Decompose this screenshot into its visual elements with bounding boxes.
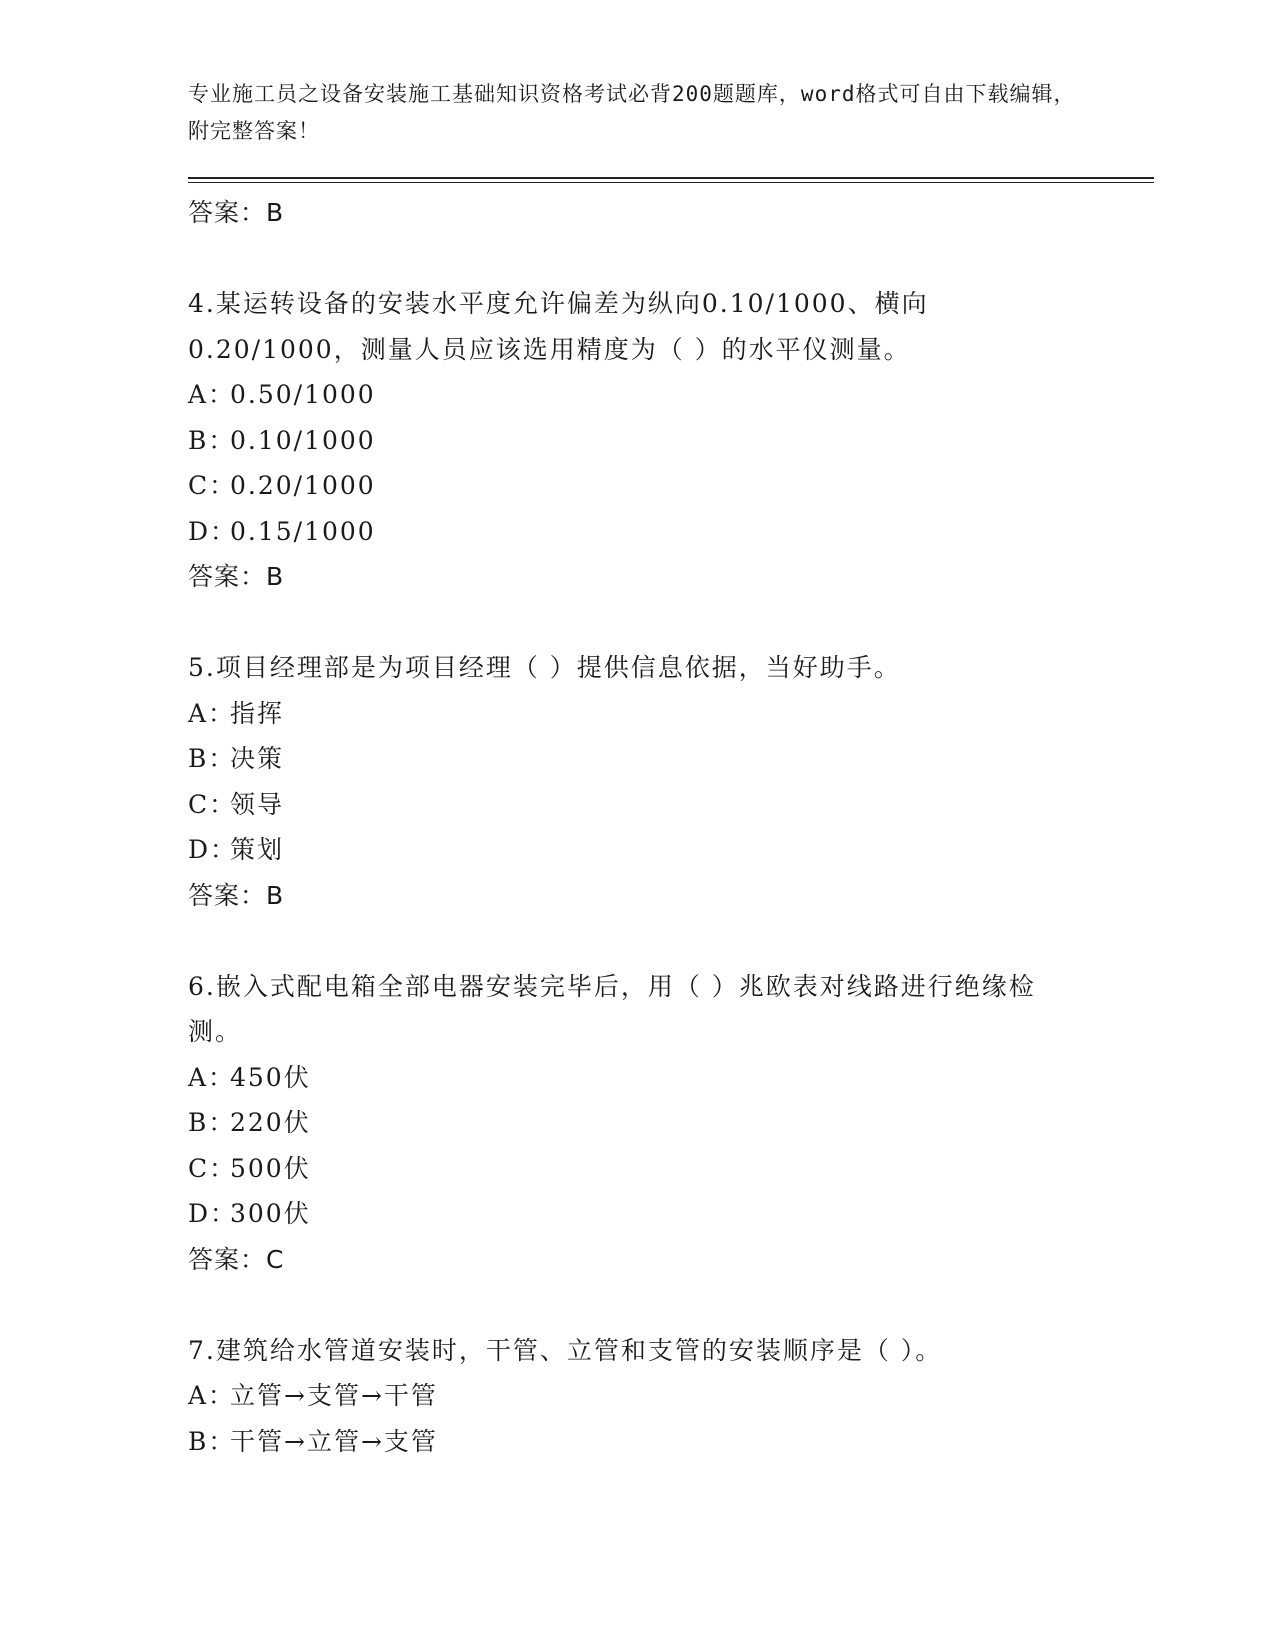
option-b [188,418,1148,464]
option-value: 0.20/1000 [230,471,376,500]
option-value: 220伏 [230,1108,311,1137]
option-value: 0.50/1000 [230,380,376,409]
option-key: A： [188,380,236,409]
option-c [188,782,1148,828]
option-value: 0.10/1000 [230,425,376,455]
option-value: 立管→支管→干管 [230,1381,438,1410]
question-text: 4.某运转设备的安装水平度允许偏差为纵向0.10/1000、横向0.20/1000，测量人员应该选用精度为（ ）的水平仪测量。 [188,289,929,364]
question-6 [188,964,1148,1282]
option-d [188,509,1148,555]
option-a [188,691,1148,737]
option-value: 决策 [230,744,285,773]
option-value: 500伏 [230,1153,311,1183]
option-value: 干管→立管→支管 [230,1426,438,1456]
option-key: C： [188,471,237,500]
option-value: 策划 [230,835,285,864]
option-b [188,1419,1148,1465]
answer-prev: 答案：B [188,198,285,227]
question-7 [188,1328,1148,1465]
header-rule-thick [188,177,1154,179]
page-header: 专业施工员之设备安装施工基础知识资格考试必背200题题库，word格式可自由下载编辑，附完整答案！ [188,82,1076,143]
option-key: B： [188,425,236,455]
question-text: 5.项目经理部是为项目经理（ ）提供信息依据，当好助手。 [188,653,901,682]
question-text: 7.建筑给水管道安装时，干管、立管和支管的安装顺序是（ ）。 [188,1335,943,1365]
question-5 [188,645,1148,918]
option-c [188,463,1148,509]
option-value: 领导 [230,789,285,819]
option-key: A： [188,1062,236,1092]
option-value: 0.15/1000 [230,516,376,546]
question-list [188,190,1148,1464]
answer: 答案：C [188,1244,285,1274]
option-value: 300伏 [230,1199,311,1228]
answer: 答案：B [188,562,285,591]
answer: 答案：B [188,880,285,910]
option-c [188,1146,1148,1192]
question-text: 6.嵌入式配电箱全部电器安装完毕后，用（ ）兆欧表对线路进行绝缘检测。 [188,971,1036,1046]
option-a [188,1055,1148,1101]
option-a [188,372,1148,418]
option-b [188,1100,1148,1146]
header-rule-thin [188,182,1154,183]
option-key: B： [188,744,236,773]
option-key: D： [188,1199,238,1228]
option-key: B： [188,1426,236,1456]
option-key: D： [188,835,238,864]
option-key: A： [188,1381,236,1410]
option-value: 指挥 [230,698,285,728]
option-key: A： [188,698,236,728]
option-b [188,736,1148,782]
option-key: B： [188,1108,236,1137]
option-d [188,827,1148,873]
option-key: C： [188,1153,237,1183]
option-key: C： [188,789,237,819]
option-d [188,1191,1148,1237]
option-value: 450伏 [230,1062,311,1092]
option-key: D： [188,516,238,546]
question-4 [188,281,1148,599]
option-a [188,1373,1148,1419]
